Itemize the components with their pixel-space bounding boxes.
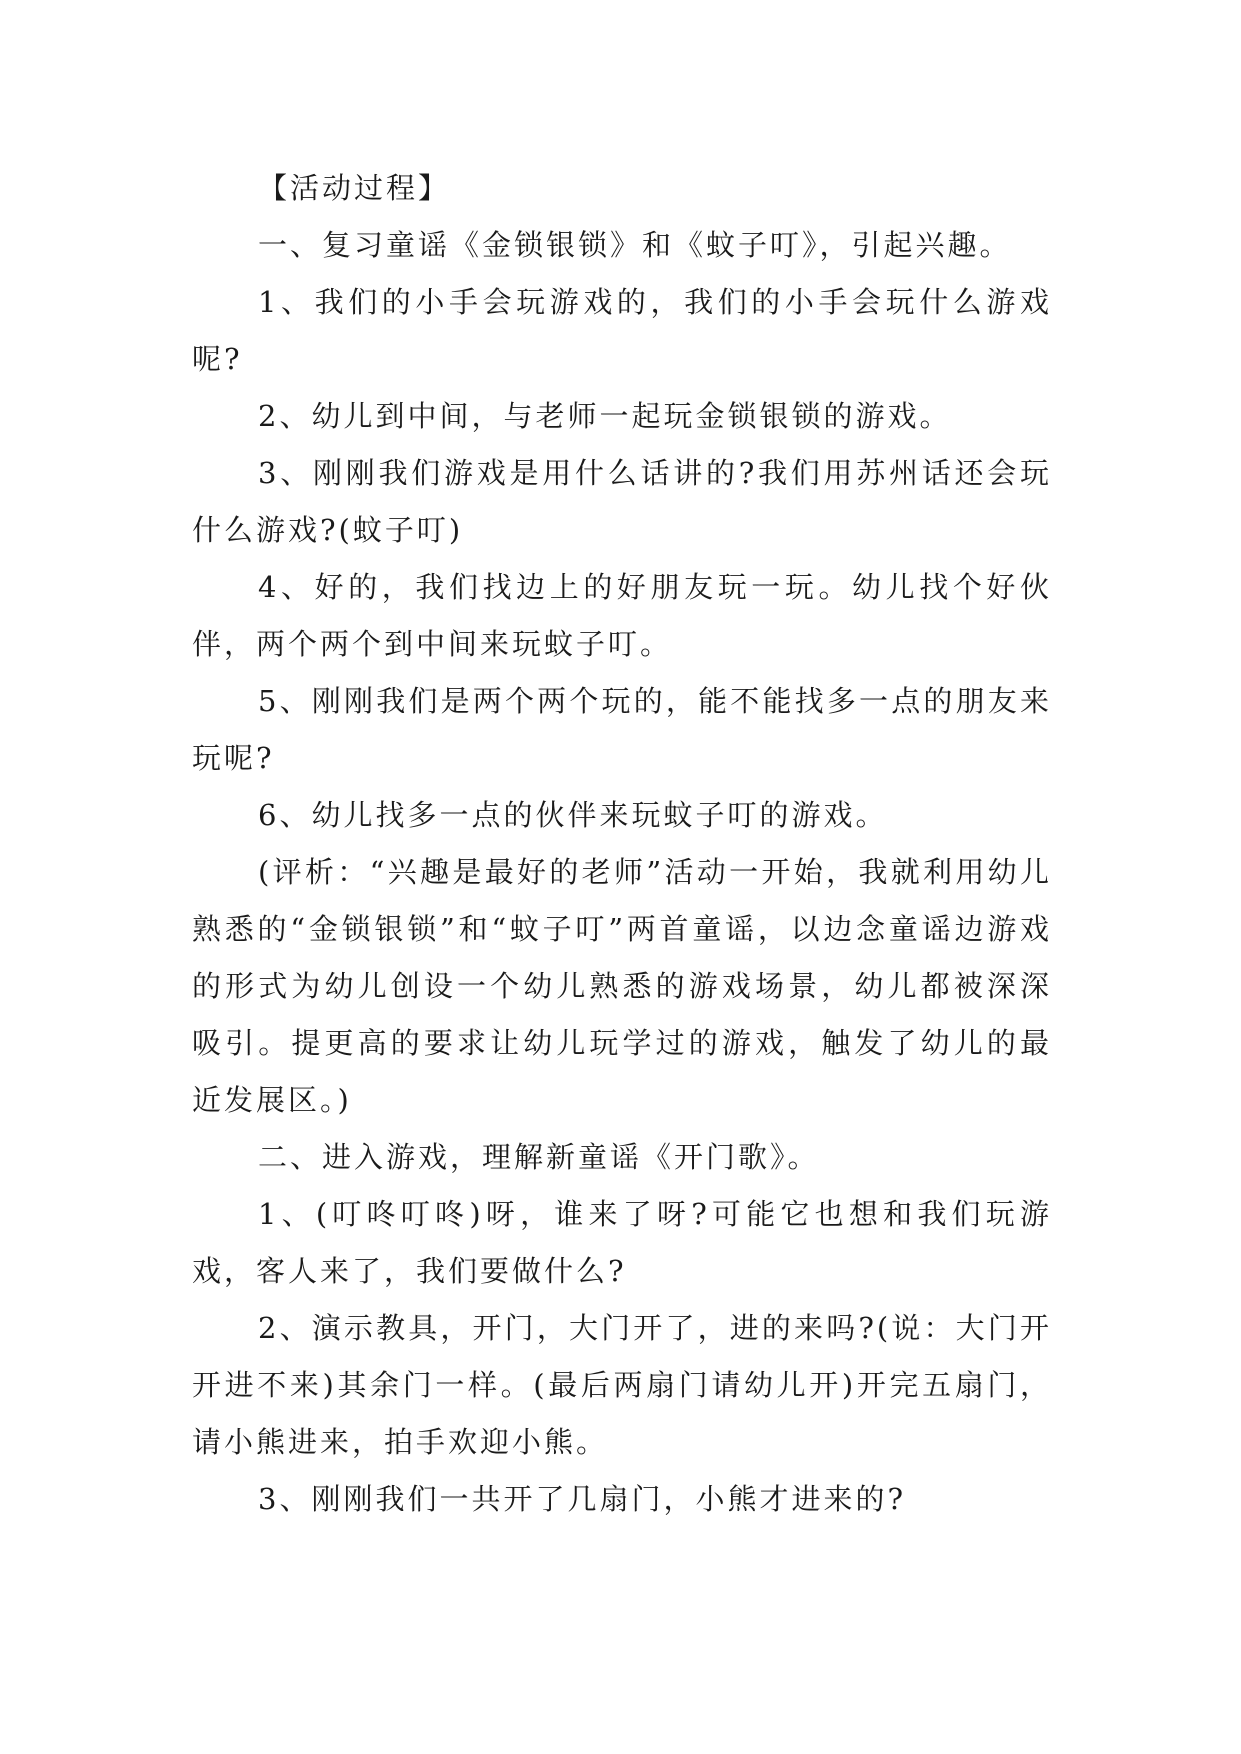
paragraph: 5、刚刚我们是两个两个玩的，能不能找多一点的朋友来玩呢? xyxy=(192,684,1052,775)
paragraph: 一、复习童谣《金锁银锁》和《蚊子叮》，引起兴趣。 xyxy=(258,228,1012,262)
document-body xyxy=(192,160,1052,1528)
paragraph: 1、我们的小手会玩游戏的，我们的小手会玩什么游戏呢? xyxy=(192,285,1052,376)
paragraph: (评析：“兴趣是最好的老师”活动一开始，我就利用幼儿熟悉的“金锁银锁”和“蚊子叮”两首童谣，以边念童谣边游戏的形式为幼儿创设一个幼儿熟悉的游戏场景，幼儿都被深深吸引。提更高的要求让幼儿玩学过的游戏，触发了幼儿的最近发展区。) xyxy=(192,855,1052,1117)
paragraph: 2、幼儿到中间，与老师一起玩金锁银锁的游戏。 xyxy=(258,399,952,433)
paragraph: 6、幼儿找多一点的伙伴来玩蚊子叮的游戏。 xyxy=(258,798,888,832)
paragraph: 3、刚刚我们游戏是用什么话讲的?我们用苏州话还会玩什么游戏?(蚊子叮) xyxy=(192,456,1052,547)
paragraph: 3、刚刚我们一共开了几扇门，小熊才进来的? xyxy=(258,1482,906,1516)
paragraph: 4、好的，我们找边上的好朋友玩一玩。幼儿找个好伙伴，两个两个到中间来玩蚊子叮。 xyxy=(192,570,1052,661)
paragraph: 二、进入游戏，理解新童谣《开门歌》。 xyxy=(258,1140,820,1174)
paragraph: 1、(叮咚叮咚)呀，谁来了呀?可能它也想和我们玩游戏，客人来了，我们要做什么? xyxy=(192,1197,1052,1288)
section-heading: 【活动过程】 xyxy=(258,171,451,205)
paragraph: 2、演示教具，开门，大门开了，进的来吗?(说：大门开开进不来)其余门一样。(最后两扇门请幼儿开)开完五扇门，请小熊进来，拍手欢迎小熊。 xyxy=(192,1311,1052,1459)
